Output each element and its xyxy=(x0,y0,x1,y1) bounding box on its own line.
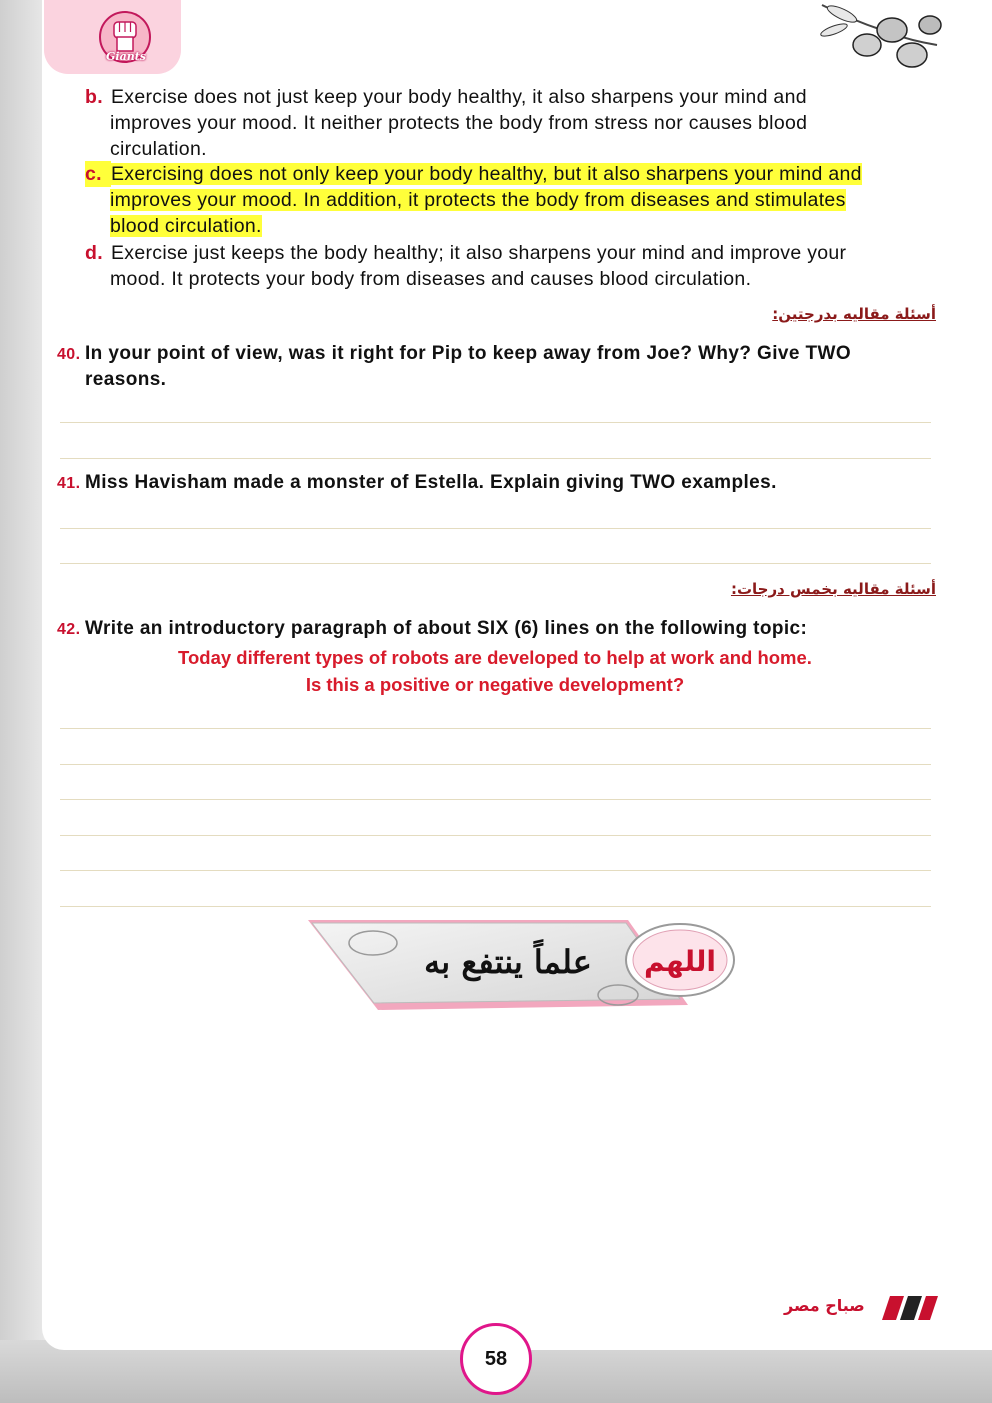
prayer-banner xyxy=(308,915,738,1015)
question-text: Write an introductory paragraph of about SIX (6) lines on the following topic: xyxy=(85,618,808,639)
banner-left-word: اللهم xyxy=(644,945,716,978)
answer-line[interactable] xyxy=(60,835,931,836)
answer-line[interactable] xyxy=(60,870,931,871)
question-41 xyxy=(57,470,937,496)
option-text: circulation. xyxy=(110,138,207,160)
question-number: 42. xyxy=(57,621,81,638)
section-heading-five-marks: أسئلة مقاليه بخمس درجات: xyxy=(730,580,936,598)
option-text: Exercise does not just keep your body healthy, it also sharpens your mind and xyxy=(111,86,807,108)
option-d xyxy=(85,240,937,292)
option-c-correct xyxy=(85,161,937,239)
question-text: reasons. xyxy=(85,369,167,390)
logo-text: Giants xyxy=(106,50,146,63)
answer-line[interactable] xyxy=(60,906,931,907)
question-text: In your point of view, was it right for Pip to keep away from Joe? Why? Give TWO xyxy=(85,343,852,364)
topic-line: Today different types of robots are developed to help at work and home. xyxy=(178,647,812,668)
question-text: Miss Havisham made a monster of Estella. Explain giving TWO examples. xyxy=(85,472,777,493)
option-letter: c. xyxy=(85,161,111,187)
olive-branch-icon xyxy=(812,0,942,80)
option-b xyxy=(85,84,937,162)
banner-right-words: علماً ينتفع به xyxy=(424,943,592,981)
option-text: Exercising does not only keep your body healthy, but it also sharpens your mind and xyxy=(111,163,862,185)
answer-line[interactable] xyxy=(60,563,931,564)
option-text: mood. It protects your body from diseases and causes blood circulation. xyxy=(110,268,752,290)
option-letter: b. xyxy=(85,86,103,108)
page-number: 58 xyxy=(460,1323,532,1395)
answer-line[interactable] xyxy=(60,764,931,765)
answer-line[interactable] xyxy=(60,458,931,459)
option-text: improves your mood. In addition, it protects the body from diseases and stimulates xyxy=(110,189,846,211)
option-text: blood circulation. xyxy=(110,215,262,237)
option-text: improves your mood. It neither protects the body from stress nor causes blood xyxy=(110,112,808,134)
answer-line[interactable] xyxy=(60,528,931,529)
answer-line[interactable] xyxy=(60,728,931,729)
question-number: 40. xyxy=(57,346,81,363)
question-42 xyxy=(57,616,937,642)
question-number: 41. xyxy=(57,475,81,492)
answer-line[interactable] xyxy=(60,799,931,800)
topic-line: Is this a positive or negative development? xyxy=(305,674,685,695)
option-letter: d. xyxy=(85,242,103,264)
answer-line[interactable] xyxy=(60,422,931,423)
option-text: Exercise just keeps the body healthy; it also sharpens your mind and improve your xyxy=(111,242,847,264)
essay-topic xyxy=(60,644,930,698)
brand-name: صباح مصر xyxy=(784,1296,865,1315)
question-40 xyxy=(57,341,937,392)
section-heading-two-marks: أسئلة مقاليه بدرجتين: xyxy=(772,305,936,323)
